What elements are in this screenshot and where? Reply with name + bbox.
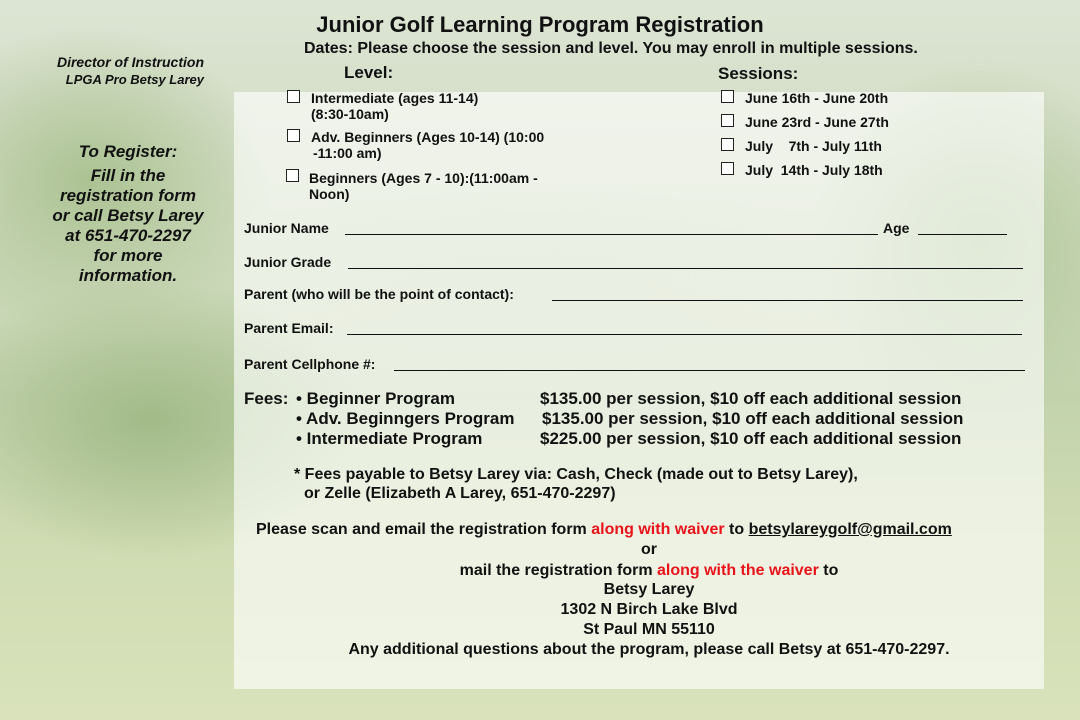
level-heading: Level: <box>344 63 394 82</box>
fees-label: Fees: <box>244 389 289 408</box>
level-adv-beginners-checkbox[interactable] <box>287 129 300 142</box>
dates-note: Dates: Please choose the session and level. You may enroll in multiple sessions. <box>304 40 918 57</box>
junior-grade-label: Junior Grade <box>244 254 332 270</box>
register-line: for more <box>93 246 163 265</box>
address-city: St Paul MN 55110 <box>583 621 715 638</box>
level-option-line: Noon) <box>309 186 350 202</box>
level-option-line: Adv. Beginners (Ages 10-14) (10:00 <box>311 129 545 145</box>
register-line: registration form <box>59 186 197 205</box>
fee-price: $135.00 per session, $10 off each additional session <box>540 389 962 408</box>
address-street: 1302 N Birch Lake Blvd <box>560 601 738 618</box>
session-4-label: July 14th - July 18th <box>745 162 883 178</box>
level-option-line: -11:00 am) <box>313 145 382 161</box>
fee-price: $225.00 per session, $10 off each additional session <box>540 429 962 448</box>
register-heading: To Register: <box>78 142 178 161</box>
register-line: Fill in the <box>90 166 166 185</box>
level-intermediate-checkbox[interactable] <box>287 90 300 103</box>
payment-note-line1: * Fees payable to Betsy Larey via: Cash, Check (made out to Betsy Larey), <box>294 466 858 483</box>
session-1-label: June 16th - June 20th <box>745 90 889 106</box>
register-line: at 651-470-2297 <box>65 226 191 245</box>
session-1-checkbox[interactable] <box>721 90 734 103</box>
email-link[interactable]: betsylareygolf@gmail.com <box>748 521 952 538</box>
session-2-checkbox[interactable] <box>721 114 734 127</box>
session-2-label: June 23rd - June 27th <box>745 114 889 130</box>
level-intermediate-label <box>311 90 478 122</box>
questions-note: Any additional questions about the program, please call Betsy at 651-470-2297. <box>348 641 950 658</box>
director-info <box>57 53 204 89</box>
scan-instruction <box>256 521 952 539</box>
junior-name-field[interactable] <box>345 220 878 235</box>
scan-waiver-note: along with waiver <box>591 521 725 538</box>
parent-email-field[interactable] <box>347 320 1022 335</box>
level-beginners-checkbox[interactable] <box>286 169 299 182</box>
parent-email-label: Parent Email: <box>244 320 334 336</box>
level-option-line: Beginners (Ages 7 - 10):(11:00am - <box>309 170 538 186</box>
register-info <box>28 142 228 286</box>
or-text: or <box>641 541 657 558</box>
fee-program: • Adv. Beginngers Program <box>296 409 515 428</box>
level-option-line: Intermediate (ages 11-14) <box>311 90 479 106</box>
session-4-checkbox[interactable] <box>721 162 734 175</box>
director-name: LPGA Pro Betsy Larey <box>65 72 204 87</box>
age-field[interactable] <box>918 220 1007 235</box>
mail-instruction <box>240 562 1058 580</box>
session-3-checkbox[interactable] <box>721 138 734 151</box>
scan-text: Please scan and email the registration form <box>256 521 587 538</box>
mail-text: mail the registration form <box>459 562 653 579</box>
page-title: Junior Golf Learning Program Registration <box>316 12 764 37</box>
register-line: information. <box>78 266 178 285</box>
age-label: Age <box>883 220 910 236</box>
parent-field[interactable] <box>552 286 1023 301</box>
parent-cellphone-label: Parent Cellphone #: <box>244 356 376 372</box>
parent-label: Parent (who will be the point of contact): <box>244 286 514 302</box>
fee-program: • Beginner Program <box>296 389 455 408</box>
sessions-heading: Sessions: <box>718 64 799 83</box>
mail-waiver-note: along with the waiver <box>657 562 819 579</box>
register-line: or call Betsy Larey <box>52 206 204 225</box>
director-title: Director of Instruction <box>56 54 204 70</box>
mail-to-text: to <box>823 562 839 579</box>
address-name: Betsy Larey <box>603 581 695 598</box>
fee-price: $135.00 per session, $10 off each additional session <box>542 409 964 428</box>
junior-name-label: Junior Name <box>244 220 329 236</box>
level-beginners-label <box>309 170 538 202</box>
junior-grade-field[interactable] <box>348 254 1023 269</box>
scan-to-text: to <box>729 521 745 538</box>
level-option-line: (8:30-10am) <box>311 106 389 122</box>
payment-note-line2: or Zelle (Elizabeth A Larey, 651-470-2297) <box>304 485 616 502</box>
session-3-label: July 7th - July 11th <box>745 138 882 154</box>
parent-cellphone-field[interactable] <box>394 356 1025 371</box>
level-adv-beginners-label <box>311 129 544 161</box>
fee-program: • Intermediate Program <box>296 429 483 448</box>
